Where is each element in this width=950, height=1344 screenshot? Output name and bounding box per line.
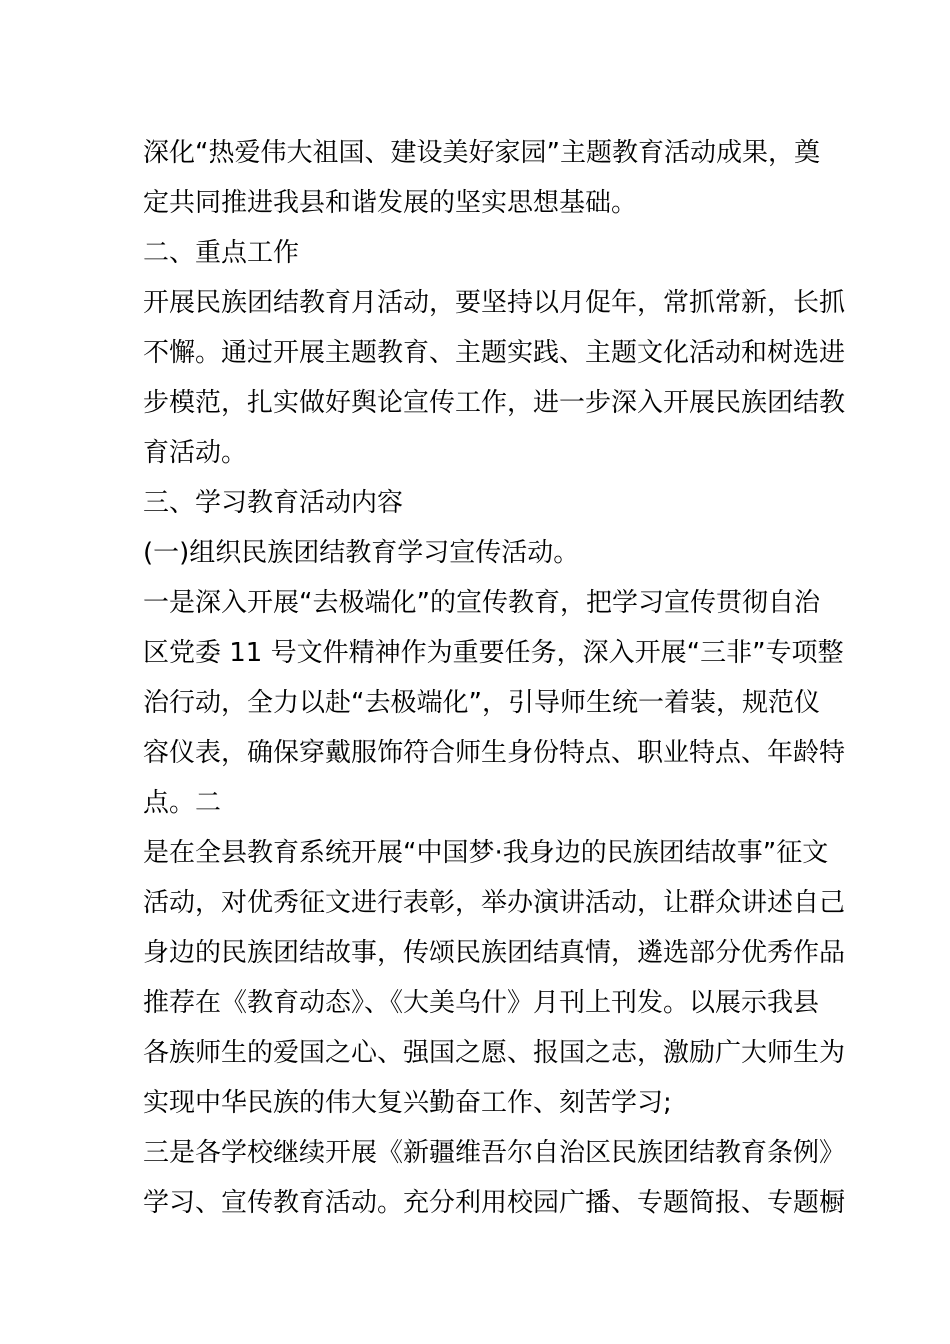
text-line: 开展民族团结教育月活动，要坚持以月促年，常抓常新，长抓 bbox=[143, 288, 846, 318]
section-heading: 三、学习教育活动内容 bbox=[143, 488, 404, 518]
text-line: 步模范，扎实做好舆论宣传工作，进一步深入开展民族团结教 bbox=[143, 388, 846, 418]
document-body bbox=[143, 128, 846, 1228]
text-line: 不懈。通过开展主题教育、主题实践、主题文化活动和树选进 bbox=[143, 338, 846, 368]
text-line: 学习、宣传教育活动。充分利用校园广播、专题简报、专题橱 bbox=[143, 1188, 846, 1218]
text-line: 点。二 bbox=[143, 788, 222, 818]
text-line: 区党委 11 号文件精神作为重要任务，深入开展“三非”专项整 bbox=[143, 638, 844, 668]
text-line: 定共同推进我县和谐发展的坚实思想基础。 bbox=[143, 188, 638, 218]
text-line: 活动，对优秀征文进行表彰，举办演讲活动，让群众讲述自己 bbox=[143, 888, 846, 918]
text-line: 一是深入开展“去极端化”的宣传教育，把学习宣传贯彻自治 bbox=[143, 588, 820, 618]
text-line: 推荐在《教育动态》、《大美乌什》月刊上刊发。以展示我县 bbox=[143, 988, 820, 1018]
text-line: 治行动，全力以赴“去极端化”，引导师生统一着装，规范仪 bbox=[143, 688, 820, 718]
text-line: 身边的民族团结故事，传颂民族团结真情，遴选部分优秀作品 bbox=[143, 938, 846, 968]
section-heading: 二、重点工作 bbox=[143, 238, 300, 268]
text-line: 各族师生的爱国之心、强国之愿、报国之志，激励广大师生为 bbox=[143, 1038, 846, 1068]
text-line: 实现中华民族的伟大复兴勤奋工作、刻苦学习; bbox=[143, 1088, 672, 1118]
text-line: 容仪表，确保穿戴服饰符合师生身份特点、职业特点、年龄特 bbox=[143, 738, 846, 768]
text-line: 深化“热爱伟大祖国、建设美好家园”主题教育活动成果，奠 bbox=[143, 138, 820, 168]
subsection-heading: (一)组织民族团结教育学习宣传活动。 bbox=[143, 538, 580, 568]
text-line: 育活动。 bbox=[143, 438, 248, 468]
text-line: 三是各学校继续开展《新疆维吾尔自治区民族团结教育条例》 bbox=[143, 1138, 846, 1168]
text-line: 是在全县教育系统开展“中国梦·我身边的民族团结故事”征文 bbox=[143, 838, 829, 868]
